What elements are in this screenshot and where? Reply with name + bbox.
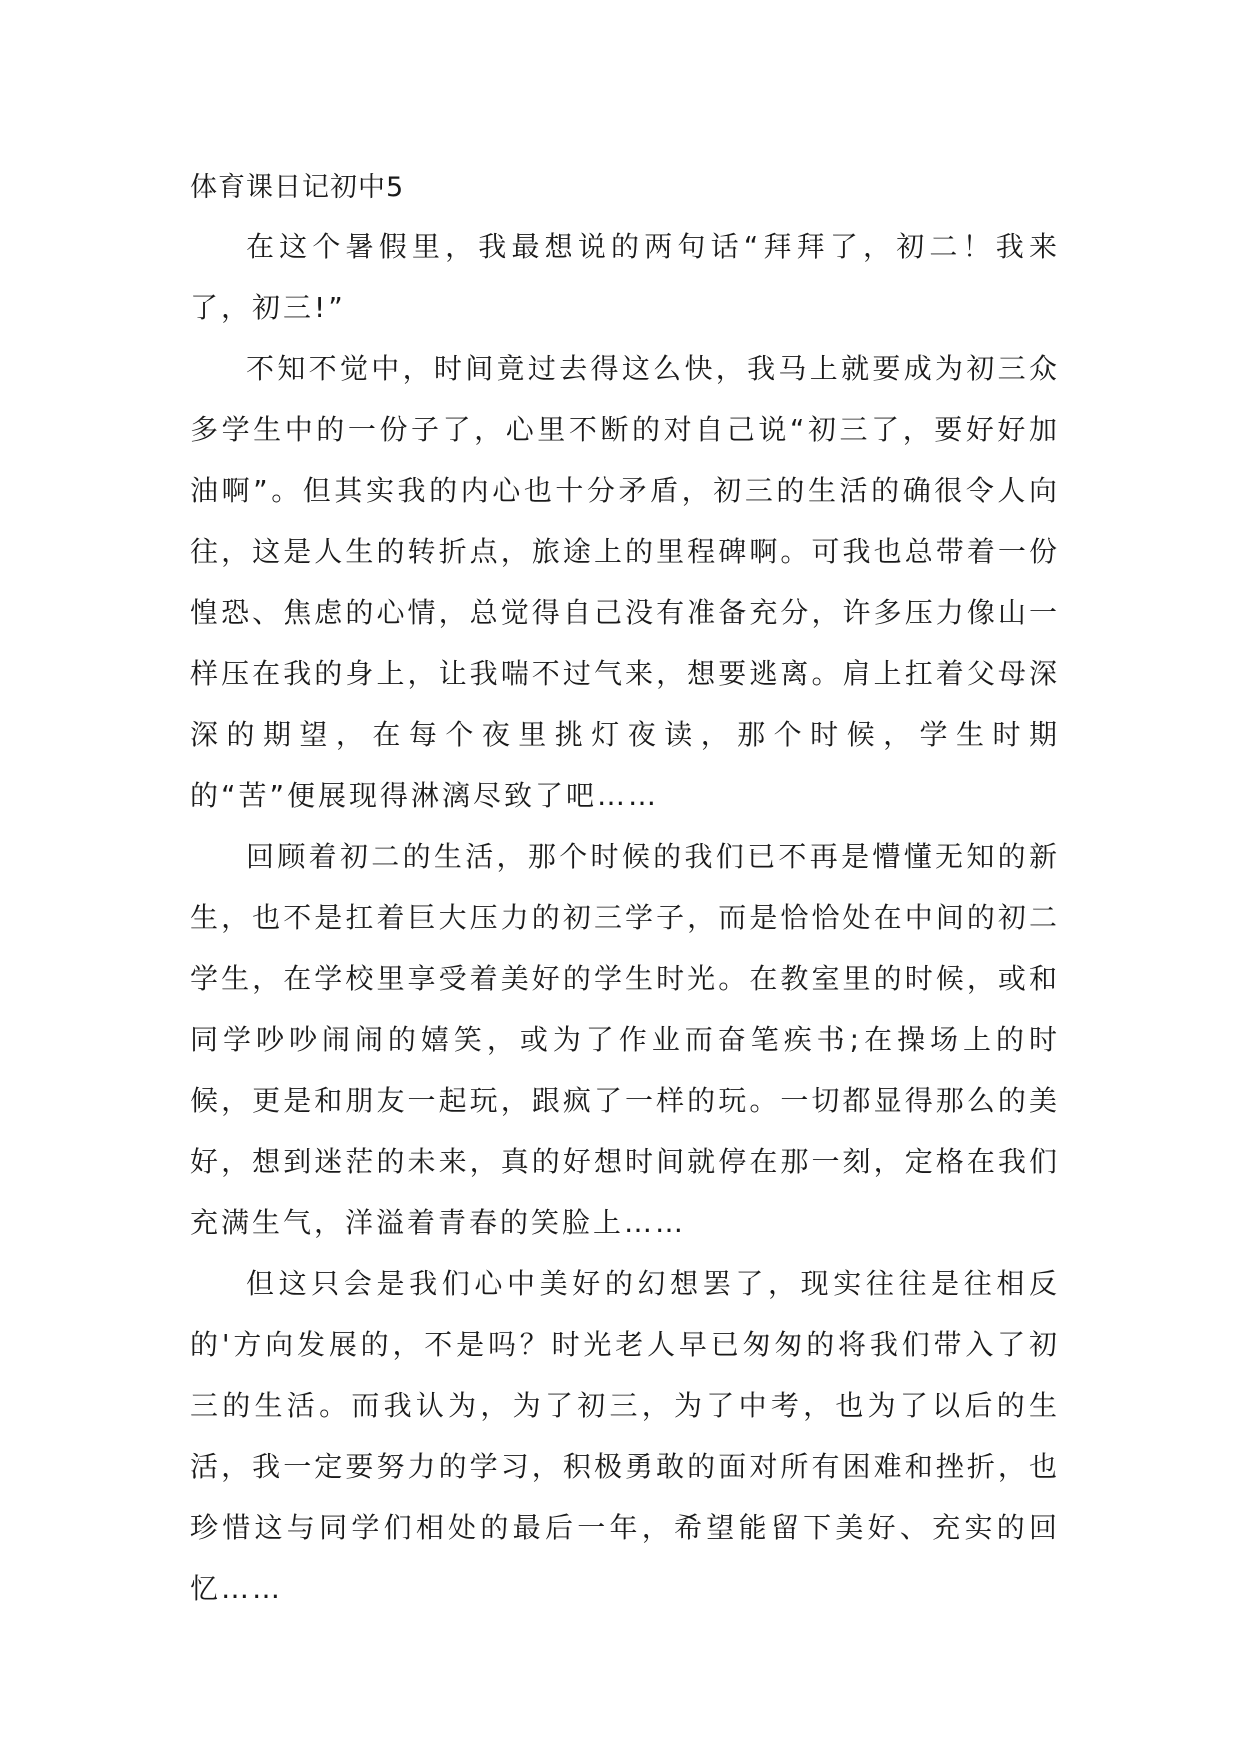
paragraph-4: 但这只会是我们心中美好的幻想罢了，现实往往是往相反的'方向发展的，不是吗？时光老人早已匆匆的将我们带入了初三的生活。而我认为，为了初三，为了中考，也为了以后的生活，我一定要努力的学习，积极勇敢的面对所有困难和挫折，也珍惜这与同学们相处的最后一年，希望能留下美好、充实的回忆…… <box>190 1267 1060 1605</box>
paragraph-2: 不知不觉中，时间竟过去得这么快，我马上就要成为初三众多学生中的一份子了，心里不断的对自己说“初三了，要好好加油啊”。但其实我的内心也十分矛盾，初三的生活的确很令人向往，这是人生的转折点，旅途上的里程碑啊。可我也总带着一份惶恐、焦虑的心情，总觉得自己没有准备充分，许多压力像山一样压在我的身上，让我喘不过气来，想要逃离。肩上扛着父母深深的期望，在每个夜里挑灯夜读，那个时候，学生时期的“苦”便展现得淋漓尽致了吧…… <box>190 352 1060 812</box>
document-body <box>190 160 1060 1619</box>
document-title: 体育课日记初中5 <box>190 172 405 203</box>
paragraph-1: 在这个暑假里，我最想说的两句话“拜拜了，初二！我来了，初三!” <box>190 230 1060 324</box>
paragraph-3: 回顾着初二的生活，那个时候的我们已不再是懵懂无知的新生，也不是扛着巨大压力的初三学子，而是恰恰处在中间的初二学生，在学校里享受着美好的学生时光。在教室里的时候，或和同学吵吵闹闹的嬉笑，或为了作业而奋笔疾书;在操场上的时候，更是和朋友一起玩，跟疯了一样的玩。一切都显得那么的美好，想到迷茫的未来，真的好想时间就停在那一刻，定格在我们充满生气，洋溢着青春的笑脸上…… <box>190 840 1060 1239</box>
